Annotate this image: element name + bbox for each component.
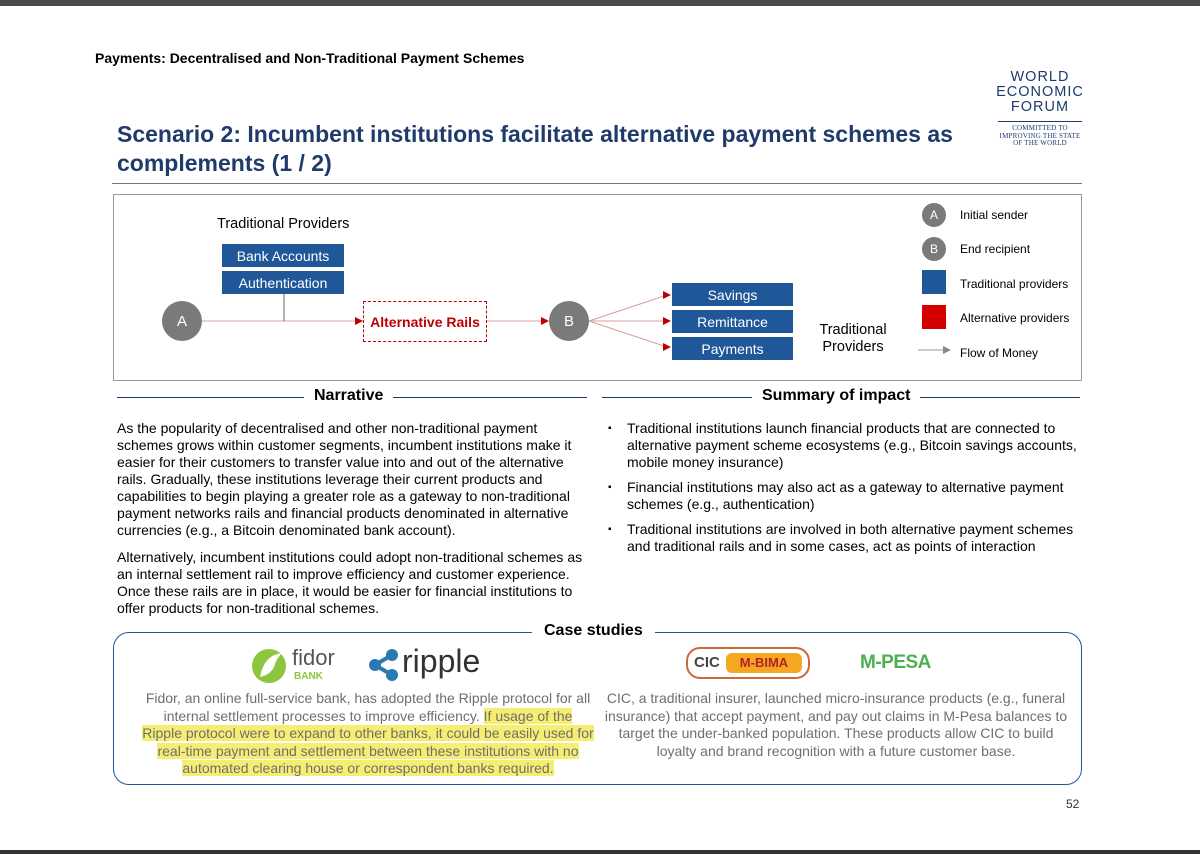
legend-flow-text: Flow of Money [960,346,1039,360]
legend-alternative-text: Alternative providers [960,311,1070,325]
bank-accounts-box: Bank Accounts [222,244,344,267]
case-fidor-plain: Fidor, an online full-service bank, has adopted the Ripple protocol for all internal settlement processes to improve efficiency. [145,690,591,724]
narrative-heading: Narrative [304,387,393,405]
logo-tag-3: OF THE WORLD [1013,139,1067,147]
fidor-wordmark: fidor [292,645,335,670]
page-title: Scenario 2: Incumbent institutions facilitate alternative payment schemes as complements (1 / 2) [117,121,953,176]
authentication-box: Authentication [222,271,344,294]
summary-list [608,420,1078,563]
cic-mbima-logo [686,647,810,679]
legend-traditional-text: Traditional providers [960,277,1069,291]
case-studies-heading: Case studies [532,622,655,640]
wef-logo [990,70,1090,148]
payments-box: Payments [672,337,793,360]
legend-b-text: End recipient [960,242,1031,256]
logo-tag-1: COMMITTED TO [1012,124,1068,132]
right-providers-line-1: Traditional [819,322,887,338]
ripple-logo [368,645,493,685]
logo-line-3: FORUM [1010,99,1070,115]
mpesa-logo [858,648,938,680]
savings-box: Savings [672,283,793,306]
narrative-paragraph-1: As the popularity of decentralised and other non-traditional payment schemes grows within customer segments, incumbent institutions make it easier for their customers to transfer value into and out of the alternative rails. Gradually, these institutions leverage their current products and capabilities to begin playing a greater role as a gateway to non-traditional payment networks rails and financial products denominated in alternative currencies (e.g., a Bitcoin denominated bank account). [117,420,572,538]
legend-traditional-swatch [922,270,946,294]
case-cic-text: CIC, a traditional insurer, launched micro-insurance products (e.g., funeral insurance) that accept payment, and pay out claims in M-Pesa balances to target the under-banked population. These products allow CIC to build loyalty and brand recognition with a future customer base. [604,690,1068,759]
summary-bullet: ▪ Traditional institutions launch financial products that are connected to alternative payment scheme ecosystems (e.g., Bitcoin savings accounts, mobile money insurance) [608,420,1078,471]
node-a: A [162,301,202,341]
ripple-wordmark: ripple [402,643,481,679]
fidor-leaf-icon [250,647,290,685]
remittance-box: Remittance [672,310,793,333]
mpesa-wordmark: M-PESA [860,652,931,673]
right-providers-label [806,322,900,356]
logo-line-2: ECONOMIC [996,84,1084,100]
summary-bullet: ▪ Traditional institutions are involved in both alternative payment schemes and traditional rails and in some cases, act as points of interaction [608,521,1078,555]
title-divider [112,183,1082,184]
fidor-logo [250,645,345,687]
fidor-bank-label: BANK [294,671,323,682]
legend-a-icon: A [922,203,946,227]
logo-tag-2: IMPROVING THE STATE [999,131,1081,140]
case-fidor-highlight: If usage of the Ripple protocol were to expand to other banks, it could be easily used for real-time payment and settlement between these institutions with no automated clearing house or correspondent banks required. [142,707,594,776]
section-header: Payments: Decentralised and Non-Traditional Payment Schemes [95,50,525,66]
mbima-wordmark: M-BIMA [726,653,802,673]
page-number: 52 [1066,797,1080,811]
logo-line-1: WORLD [1010,69,1070,85]
summary-heading: Summary of impact [752,387,920,405]
bottom-border [0,850,1200,854]
legend-b-icon: B [922,237,946,261]
narrative-paragraph-2: Alternatively, incumbent institutions could adopt non-traditional schemes as an internal settlement rail to improve efficiency and customer experience. Once these rails are in place, it would be easier for financial institutions to offer products for non-traditional schemes. [117,549,583,616]
traditional-providers-label: Traditional Providers [217,216,350,232]
node-b: B [549,301,589,341]
alternative-rails-box: Alternative Rails [363,301,487,342]
cic-wordmark: CIC [694,654,720,671]
summary-bullet: ▪ Financial institutions may also act as a gateway to alternative payment schemes (e.g., authentication) [608,479,1078,513]
logo-rule [998,121,1082,122]
right-providers-line-2: Providers [822,339,884,355]
top-border [0,0,1200,6]
ripple-network-icon [368,647,400,683]
legend-a-text: Initial sender [960,208,1029,222]
case-fidor-text [142,690,594,778]
legend-alternative-swatch [922,305,946,329]
